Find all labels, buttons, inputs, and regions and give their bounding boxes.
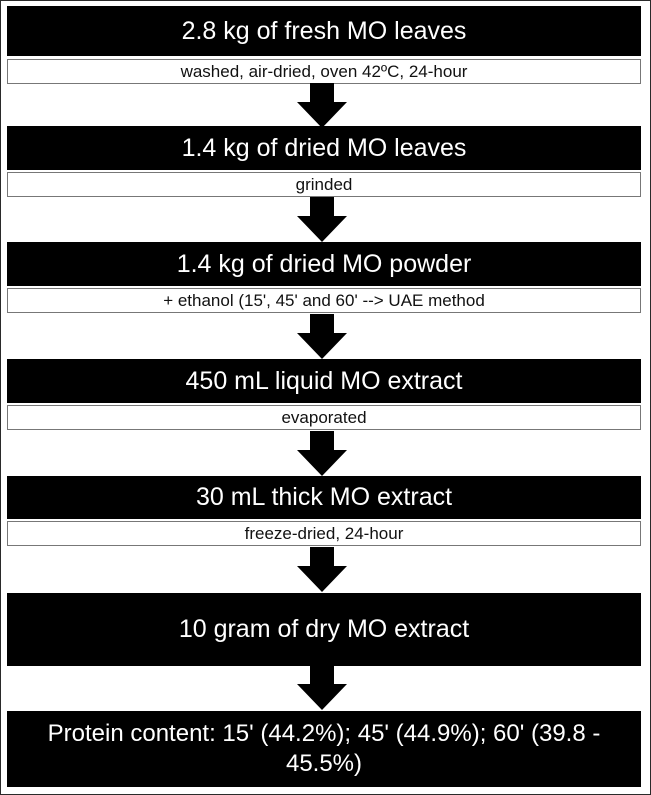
down-arrow-icon — [297, 83, 347, 128]
step-1-process: washed, air-dried, oven 42ºC, 24-hour — [7, 59, 641, 84]
step-5-box: 30 mL thick MO extract — [7, 476, 641, 519]
down-arrow-icon — [297, 431, 347, 476]
down-arrow-icon — [297, 197, 347, 242]
step-2-box: 1.4 kg of dried MO leaves — [7, 126, 641, 170]
step-2-process: grinded — [7, 172, 641, 197]
result-box: Protein content: 15' (44.2%); 45' (44.9%); 60' (39.8 - 45.5%) — [7, 711, 641, 787]
down-arrow-icon — [297, 547, 347, 592]
step-6-box: 10 gram of dry MO extract — [7, 593, 641, 666]
down-arrow-icon — [297, 665, 347, 710]
step-3-process: + ethanol (15', 45' and 60' --> UAE method — [7, 288, 641, 313]
step-3-box: 1.4 kg of dried MO powder — [7, 242, 641, 286]
step-4-process: evaporated — [7, 405, 641, 430]
step-5-process: freeze-dried, 24-hour — [7, 521, 641, 546]
step-4-box: 450 mL liquid MO extract — [7, 359, 641, 403]
down-arrow-icon — [297, 314, 347, 359]
step-1-box: 2.8 kg of fresh MO leaves — [7, 6, 641, 56]
